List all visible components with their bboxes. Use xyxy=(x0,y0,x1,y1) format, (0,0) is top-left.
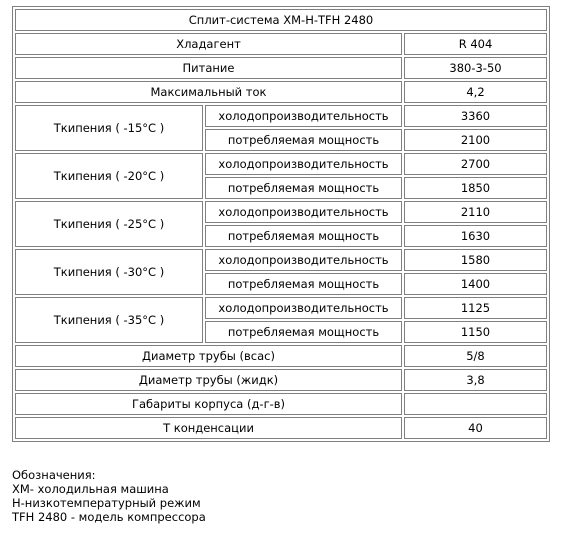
power-label: потребляемая мощность xyxy=(205,177,402,199)
power-value: 2100 xyxy=(404,129,547,151)
boiling-temp-label: Ткипения ( -20°С ) xyxy=(15,153,203,199)
capacity-label: холодопроизводительность xyxy=(205,249,402,271)
table-row xyxy=(15,393,547,415)
capacity-value: 2700 xyxy=(404,153,547,175)
condensing-temp-value: 40 xyxy=(404,417,547,439)
table-row xyxy=(15,369,547,391)
table-row xyxy=(15,81,547,103)
power-value: 1850 xyxy=(404,177,547,199)
capacity-value: 2110 xyxy=(404,201,547,223)
power-label: потребляемая мощность xyxy=(205,321,402,343)
table-row xyxy=(15,153,547,175)
boiling-temp-label: Ткипения ( -15°С ) xyxy=(15,105,203,151)
power-label: потребляемая мощность xyxy=(205,225,402,247)
notes-line: ХМ- холодильная машина xyxy=(12,482,169,496)
boiling-temp-label: Ткипения ( -25°С ) xyxy=(15,201,203,247)
pipe-liquid-label: Диаметр трубы (жидк) xyxy=(15,369,402,391)
notes-heading: Обозначения: xyxy=(12,468,96,482)
table-row xyxy=(15,345,547,367)
table-row xyxy=(15,9,547,31)
refrigerant-label: Хладагент xyxy=(15,33,402,55)
capacity-label: холодопроизводительность xyxy=(205,297,402,319)
table-title: Сплит-система ХМ-Н-TFH 2480 xyxy=(15,9,547,31)
table-row xyxy=(15,249,547,271)
condensing-temp-label: Т конденсации xyxy=(15,417,402,439)
boiling-temp-label: Ткипения ( -35°С ) xyxy=(15,297,203,343)
max-current-value: 4,2 xyxy=(404,81,547,103)
dimensions-value xyxy=(404,393,547,415)
capacity-label: холодопроизводительность xyxy=(205,105,402,127)
pipe-liquid-value: 3,8 xyxy=(404,369,547,391)
max-current-label: Максимальный ток xyxy=(15,81,402,103)
notes-line: Н-низкотемпературный режим xyxy=(12,496,201,510)
table-row xyxy=(15,417,547,439)
table-row xyxy=(15,105,547,127)
boiling-temp-label: Ткипения ( -30°С ) xyxy=(15,249,203,295)
power-value: 1150 xyxy=(404,321,547,343)
power-supply-value: 380-3-50 xyxy=(404,57,547,79)
capacity-value: 1125 xyxy=(404,297,547,319)
capacity-value: 3360 xyxy=(404,105,547,127)
table-row xyxy=(15,33,547,55)
table-row xyxy=(15,201,547,223)
pipe-suction-label: Диаметр трубы (всас) xyxy=(15,345,402,367)
power-value: 1400 xyxy=(404,273,547,295)
legend-notes xyxy=(12,468,206,524)
power-supply-label: Питание xyxy=(15,57,402,79)
power-value: 1630 xyxy=(404,225,547,247)
capacity-value: 1580 xyxy=(404,249,547,271)
capacity-label: холодопроизводительность xyxy=(205,201,402,223)
power-label: потребляемая мощность xyxy=(205,129,402,151)
notes-line: TFH 2480 - модель компрессора xyxy=(12,510,206,524)
capacity-label: холодопроизводительность xyxy=(205,153,402,175)
dimensions-label: Габариты корпуса (д-г-в) xyxy=(15,393,402,415)
table-row xyxy=(15,297,547,319)
refrigerant-value: R 404 xyxy=(404,33,547,55)
power-label: потребляемая мощность xyxy=(205,273,402,295)
pipe-suction-value: 5/8 xyxy=(404,345,547,367)
table-row xyxy=(15,57,547,79)
spec-table xyxy=(12,6,550,442)
